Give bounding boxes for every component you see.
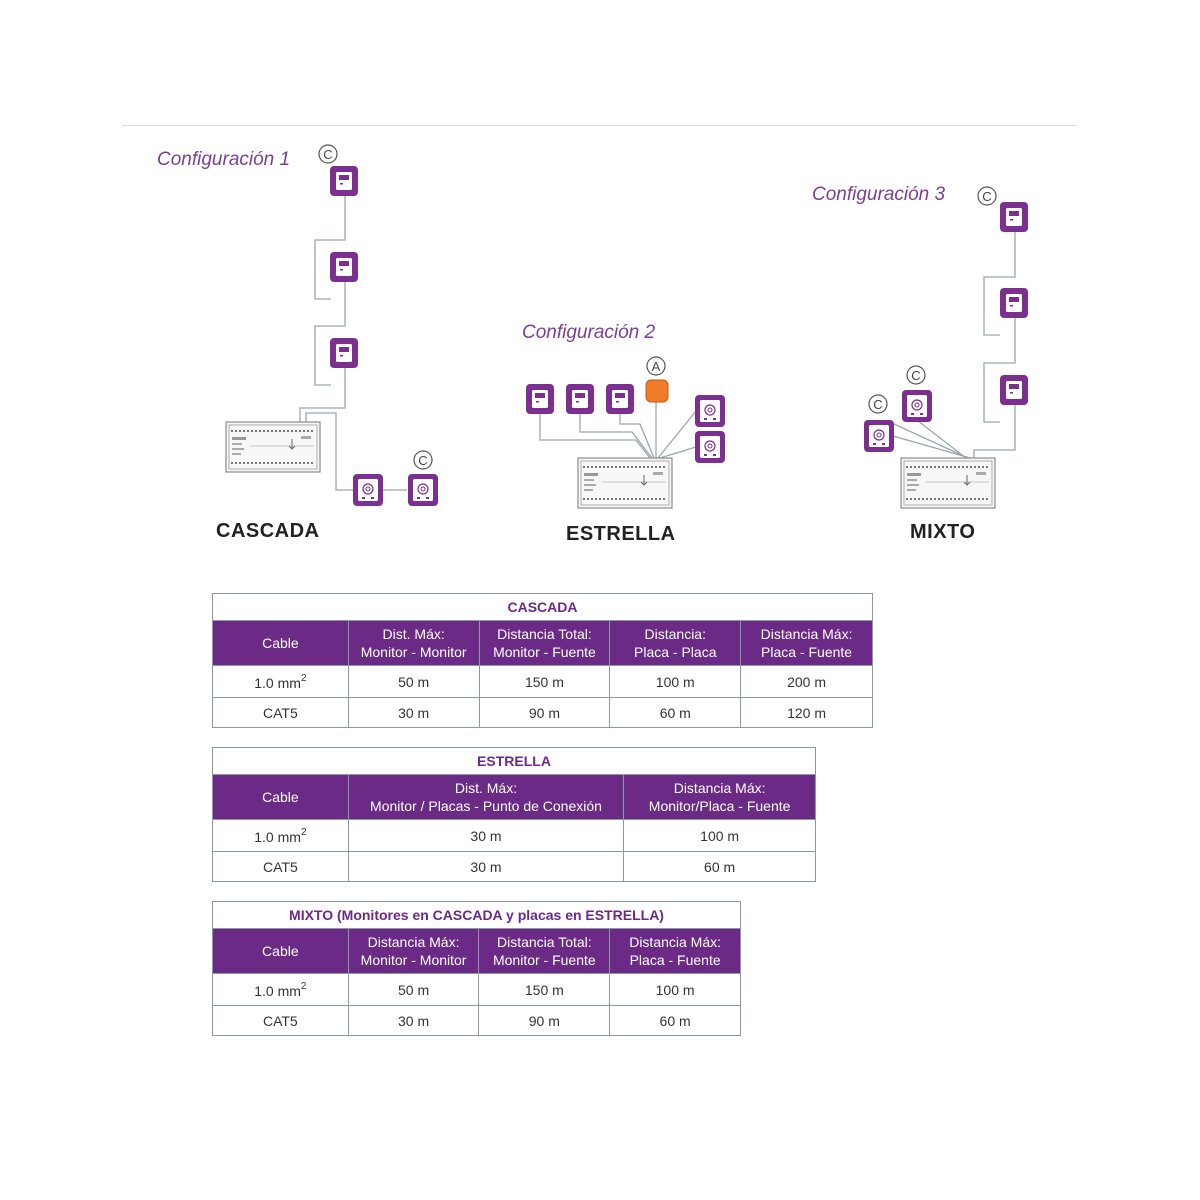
- table-caption: CASCADA: [213, 594, 873, 621]
- cell-cable: CAT5: [213, 698, 349, 728]
- header-placa-fuente: Distancia Máx: Placa - Fuente: [741, 621, 873, 666]
- config2-type-label: ESTRELLA: [566, 523, 676, 545]
- table-cell: 100 m: [610, 974, 741, 1006]
- estrella-monitor-1: [526, 384, 554, 414]
- cascada-c-marker-2: C: [418, 453, 428, 468]
- table-cell: 150 m: [479, 974, 610, 1006]
- estrella-connection-point: [646, 380, 668, 402]
- table-cell: 30 m: [348, 698, 479, 728]
- table-row: [213, 1006, 741, 1036]
- mixto-monitor-1: [1000, 202, 1028, 232]
- config1-title: Configuración 1: [157, 149, 291, 170]
- cascada-monitor-1: [330, 166, 358, 196]
- table-cell: 90 m: [479, 698, 610, 728]
- estrella-monitor-2: [566, 384, 594, 414]
- mixto-table: [212, 901, 741, 1036]
- config1-type-label: CASCADA: [216, 520, 320, 542]
- cell-cable: CAT5: [213, 1006, 349, 1036]
- header-placa-placa: Distancia: Placa - Placa: [610, 621, 741, 666]
- header-monitor-placas-punto: Dist. Máx: Monitor / Placas - Punto de Conexión: [348, 775, 623, 820]
- cascada-table: [212, 593, 873, 728]
- estrella-table: [212, 747, 816, 882]
- table-row: [213, 852, 816, 882]
- table-cell: 30 m: [348, 820, 623, 852]
- header-monitor-fuente: Distancia Total: Monitor - Fuente: [479, 621, 610, 666]
- header-monitor-fuente: Distancia Total: Monitor - Fuente: [479, 929, 610, 974]
- cell-cable: CAT5: [213, 852, 349, 882]
- cell-cable: 1.0 $mm^2$: [213, 666, 349, 698]
- table-row: [213, 698, 873, 728]
- config2-title: Configuración 2: [522, 322, 656, 343]
- mixto-c-marker-3: C: [911, 368, 921, 383]
- estrella-monitor-3: [606, 384, 634, 414]
- mixto-wiring: [893, 231, 1015, 458]
- config3-type-label: MIXTO: [910, 521, 976, 543]
- cascada-c-marker-1: C: [323, 147, 333, 162]
- table-cell: 100 m: [610, 666, 741, 698]
- mixto-monitor-2: [1000, 288, 1028, 318]
- table-cell: 120 m: [741, 698, 873, 728]
- mixto-panel-1: [864, 420, 894, 452]
- table-row: [213, 820, 816, 852]
- table-cell: 150 m: [479, 666, 610, 698]
- table-cell: 60 m: [624, 852, 816, 882]
- table-row: [213, 666, 873, 698]
- header-cable: Cable: [213, 621, 349, 666]
- table-cell: 90 m: [479, 1006, 610, 1036]
- table-row: [213, 974, 741, 1006]
- mixto-c-marker-2: C: [873, 397, 883, 412]
- table-cell: 60 m: [610, 698, 741, 728]
- table-cell: 100 m: [624, 820, 816, 852]
- estrella-panel-1: [695, 395, 725, 427]
- config3-title: Configuración 3: [812, 184, 946, 205]
- cascada-panel-2: [408, 474, 438, 506]
- wiring-diagrams: [0, 0, 1200, 560]
- table-cell: 200 m: [741, 666, 873, 698]
- table-cell: 50 m: [348, 666, 479, 698]
- cascada-monitor-2: [330, 252, 358, 282]
- cell-cable: 1.0 $mm^2$: [213, 820, 349, 852]
- cascada-monitor-3: [330, 338, 358, 368]
- mixto-c-marker-1: C: [982, 189, 992, 204]
- table-caption: MIXTO (Monitores en CASCADA y placas en ESTRELLA): [213, 902, 741, 929]
- header-cable: Cable: [213, 775, 349, 820]
- table-cell: 30 m: [348, 852, 623, 882]
- table-cell: 30 m: [348, 1006, 479, 1036]
- mixto-panel-2: [902, 390, 932, 422]
- header-monitor-monitor: Dist. Máx: Monitor - Monitor: [348, 621, 479, 666]
- estrella-panel-2: [695, 431, 725, 463]
- header-monitor-placa-fuente: Distancia Máx: Monitor/Placa - Fuente: [624, 775, 816, 820]
- mixto-monitor-3: [1000, 375, 1028, 405]
- header-placa-fuente: Distancia Máx: Placa - Fuente: [610, 929, 741, 974]
- cascada-panel-1: [353, 474, 383, 506]
- estrella-a-marker: A: [651, 359, 661, 374]
- table-caption: ESTRELLA: [213, 748, 816, 775]
- table-cell: 50 m: [348, 974, 479, 1006]
- header-cable: Cable: [213, 929, 349, 974]
- table-cell: 60 m: [610, 1006, 741, 1036]
- header-monitor-monitor: Distancia Máx: Monitor - Monitor: [348, 929, 479, 974]
- cell-cable: 1.0 $mm^2$: [213, 974, 349, 1006]
